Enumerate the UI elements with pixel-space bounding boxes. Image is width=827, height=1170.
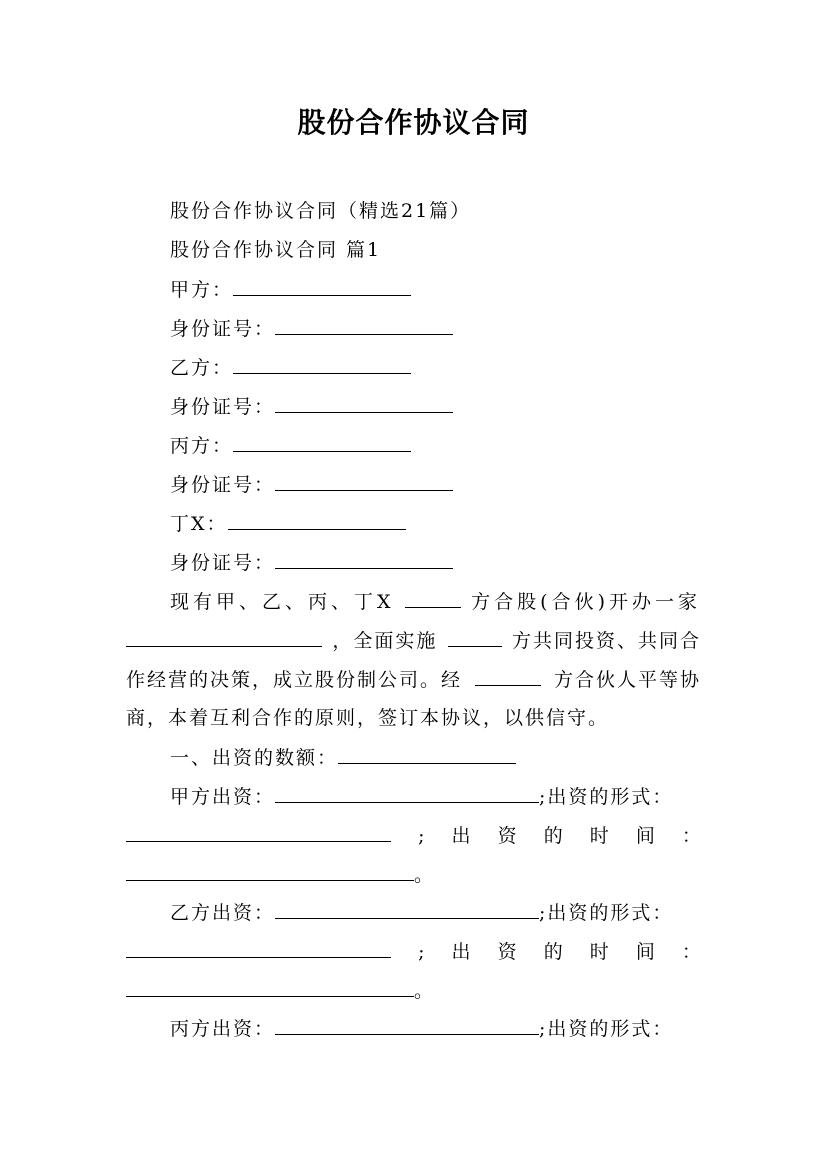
party-c-amount-blank[interactable]	[275, 1016, 539, 1035]
party-b-time-fill-line	[126, 978, 435, 1003]
party-c-form-label: ;出资的形式：	[539, 1018, 674, 1040]
party-b-form-blank[interactable]	[126, 939, 391, 958]
party-a-id-blank[interactable]	[275, 316, 453, 335]
intro-line-3	[126, 667, 701, 692]
party-b-time-line	[126, 939, 701, 964]
party-c-id-label: 身份证号：	[170, 474, 276, 496]
intro-text-3a: 作经营的决策，成立股份制公司。经	[126, 669, 463, 691]
time-char: 的	[543, 941, 563, 963]
party-d-label: 丁X：	[170, 513, 228, 535]
party-b-id-line	[170, 394, 453, 419]
period: 。	[414, 980, 436, 1002]
party-c-id-line	[170, 472, 453, 497]
party-b-amount-blank[interactable]	[275, 900, 539, 919]
party-b-label: 乙方：	[170, 357, 234, 379]
intro-blank-3[interactable]	[448, 628, 502, 647]
intro-blank-2[interactable]	[126, 628, 322, 647]
intro-blank-4[interactable]	[475, 667, 541, 686]
party-b-form-label: ;出资的形式：	[539, 902, 674, 924]
time-char: 资	[497, 941, 517, 963]
time-char: ：	[681, 941, 701, 963]
party-a-id-line	[170, 316, 453, 341]
party-a-contribution-label: 甲方出资：	[170, 786, 276, 808]
party-b-line	[170, 355, 411, 380]
party-c-label: 丙方：	[170, 435, 234, 457]
party-d-line	[170, 511, 406, 536]
party-a-form-label: ;出资的形式：	[539, 786, 674, 808]
intro-line-1	[170, 589, 701, 614]
time-char: ;	[418, 825, 425, 847]
party-a-label: 甲方：	[170, 279, 234, 301]
party-a-time-fill-line	[126, 862, 435, 887]
party-d-id-line	[170, 550, 453, 575]
time-char: 间	[635, 825, 655, 847]
intro-line-4: 商，本着互利合作的原则，签订本协议，以供信守。	[126, 707, 610, 729]
time-char: 时	[589, 825, 609, 847]
time-char: 出	[451, 941, 471, 963]
party-a-amount-blank[interactable]	[275, 784, 539, 803]
intro-text-3b: 方合伙人平等协	[553, 669, 701, 691]
party-c-line	[170, 433, 411, 458]
section-1-line	[170, 745, 516, 770]
party-b-id-blank[interactable]	[275, 394, 453, 413]
time-char: ;	[418, 941, 425, 963]
party-d-id-label: 身份证号：	[170, 552, 276, 574]
intro-line-2	[126, 628, 701, 653]
document-subtitle: 股份合作协议合同（精选21篇）	[170, 200, 472, 222]
document-title: 股份合作协议合同	[297, 106, 530, 139]
intro-text-2a: ，全面实施	[332, 630, 438, 652]
party-d-blank[interactable]	[228, 511, 406, 530]
section-1-blank[interactable]	[338, 745, 516, 764]
party-b-contribution-line	[170, 900, 673, 925]
party-b-time-blank[interactable]	[126, 978, 414, 997]
party-c-contribution-label: 丙方出资：	[170, 1018, 276, 1040]
party-a-blank[interactable]	[233, 277, 411, 296]
intro-text-1b: 方合股(合伙)开办一家	[471, 591, 701, 613]
time-char: 时	[589, 941, 609, 963]
party-b-contribution-label: 乙方出资：	[170, 902, 276, 924]
party-b-blank[interactable]	[233, 355, 411, 374]
party-a-line	[170, 277, 411, 302]
period: 。	[414, 864, 436, 886]
chapter-heading: 股份合作协议合同 篇1	[170, 239, 382, 261]
section-1-heading: 一、出资的数额：	[170, 747, 339, 769]
party-d-id-blank[interactable]	[275, 550, 453, 569]
party-a-time-line	[126, 823, 701, 848]
party-b-id-label: 身份证号：	[170, 396, 276, 418]
intro-text-1a: 现有甲、乙、丙、丁X	[170, 591, 395, 613]
party-a-form-blank[interactable]	[126, 823, 391, 842]
time-char: 的	[543, 825, 563, 847]
time-char: 出	[451, 825, 471, 847]
intro-text-2b: 方共同投资、共同合	[511, 630, 701, 652]
intro-blank-1[interactable]	[405, 589, 461, 608]
time-char: ：	[681, 825, 701, 847]
time-char: 资	[497, 825, 517, 847]
party-c-blank[interactable]	[233, 433, 411, 452]
party-c-id-blank[interactable]	[275, 472, 453, 491]
party-a-contribution-line	[170, 784, 673, 809]
party-a-time-blank[interactable]	[126, 862, 414, 881]
party-c-contribution-line	[170, 1016, 673, 1041]
time-char: 间	[635, 941, 655, 963]
party-a-id-label: 身份证号：	[170, 318, 276, 340]
